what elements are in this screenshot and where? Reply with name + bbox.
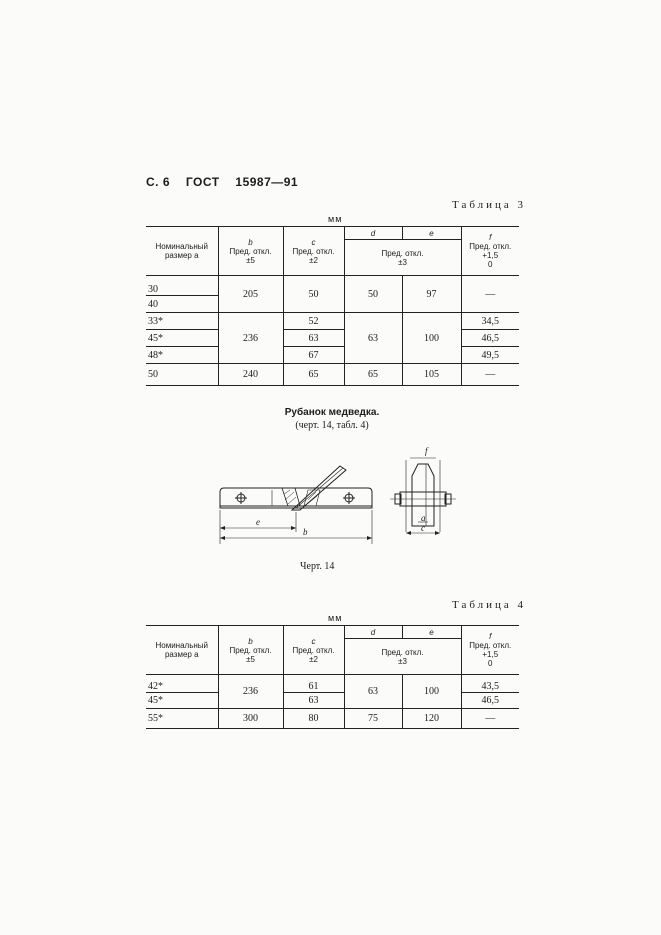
table4-unit: мм [328, 613, 343, 623]
table4-col-a: Номинальный размер a [146, 626, 218, 675]
dim-f: f [425, 446, 428, 456]
table4-caption: Таблица 4 [452, 599, 527, 611]
table-row: 45* 63 46,5 [146, 330, 519, 347]
table4-col-d: d [344, 626, 402, 639]
table-row: 30 205 50 50 97 — [146, 276, 519, 296]
table4-col-e: e [402, 626, 461, 639]
table4 [146, 625, 519, 729]
page-header [146, 175, 310, 189]
table3-unit: мм [328, 214, 343, 224]
dim-b: b [303, 527, 308, 537]
table3-col-b: b Пред. откл. ±5 [218, 227, 283, 276]
figure-title: Рубанок медведка. (черт. 14, табл. 4) [284, 407, 380, 431]
table3-col-d: d [344, 227, 402, 240]
table4-col-b: b Пред. откл. ±5 [218, 626, 283, 675]
table4-col-c: c Пред. откл. ±2 [283, 626, 344, 675]
table3-col-e: e [402, 227, 461, 240]
plane-side-view [220, 466, 372, 544]
doc-name: ГОСТ [185, 175, 220, 189]
dim-c: c [421, 523, 425, 533]
table-row: 40 [146, 296, 519, 313]
table3-col-c: c Пред. откл. ±2 [283, 227, 344, 276]
table-row: 55* 300 80 75 120 — [146, 709, 519, 729]
table3 [146, 226, 519, 386]
table4-col-de-tol: Пред. откл. ±3 [344, 639, 461, 675]
table3-col-a: Номинальный размер a [146, 227, 218, 276]
plane-drawing [200, 440, 480, 555]
dim-e: e [256, 517, 260, 527]
page-number: С. 6 [146, 175, 171, 189]
table4-col-f: f Пред. откл. +1,5 0 [461, 626, 519, 675]
figure-caption: Черт. 14 [300, 561, 335, 572]
doc-number: 15987—91 [235, 175, 299, 189]
dim-a: a [421, 513, 426, 523]
table3-col-f: f Пред. откл. +1,5 0 [461, 227, 519, 276]
table-row: 33* 236 52 63 100 34,5 [146, 313, 519, 330]
table-row: 42* 236 61 63 100 43,5 [146, 675, 519, 693]
table3-caption: Таблица 3 [452, 199, 527, 211]
table3-col-de-tol: Пред. откл. ±3 [344, 240, 461, 276]
table-row: 48* 67 49,5 [146, 347, 519, 364]
figure-subtitle: (черт. 14, табл. 4) [295, 420, 369, 431]
table-row: 45* 63 46,5 [146, 693, 519, 709]
table-row: 50 240 65 65 105 — [146, 364, 519, 386]
